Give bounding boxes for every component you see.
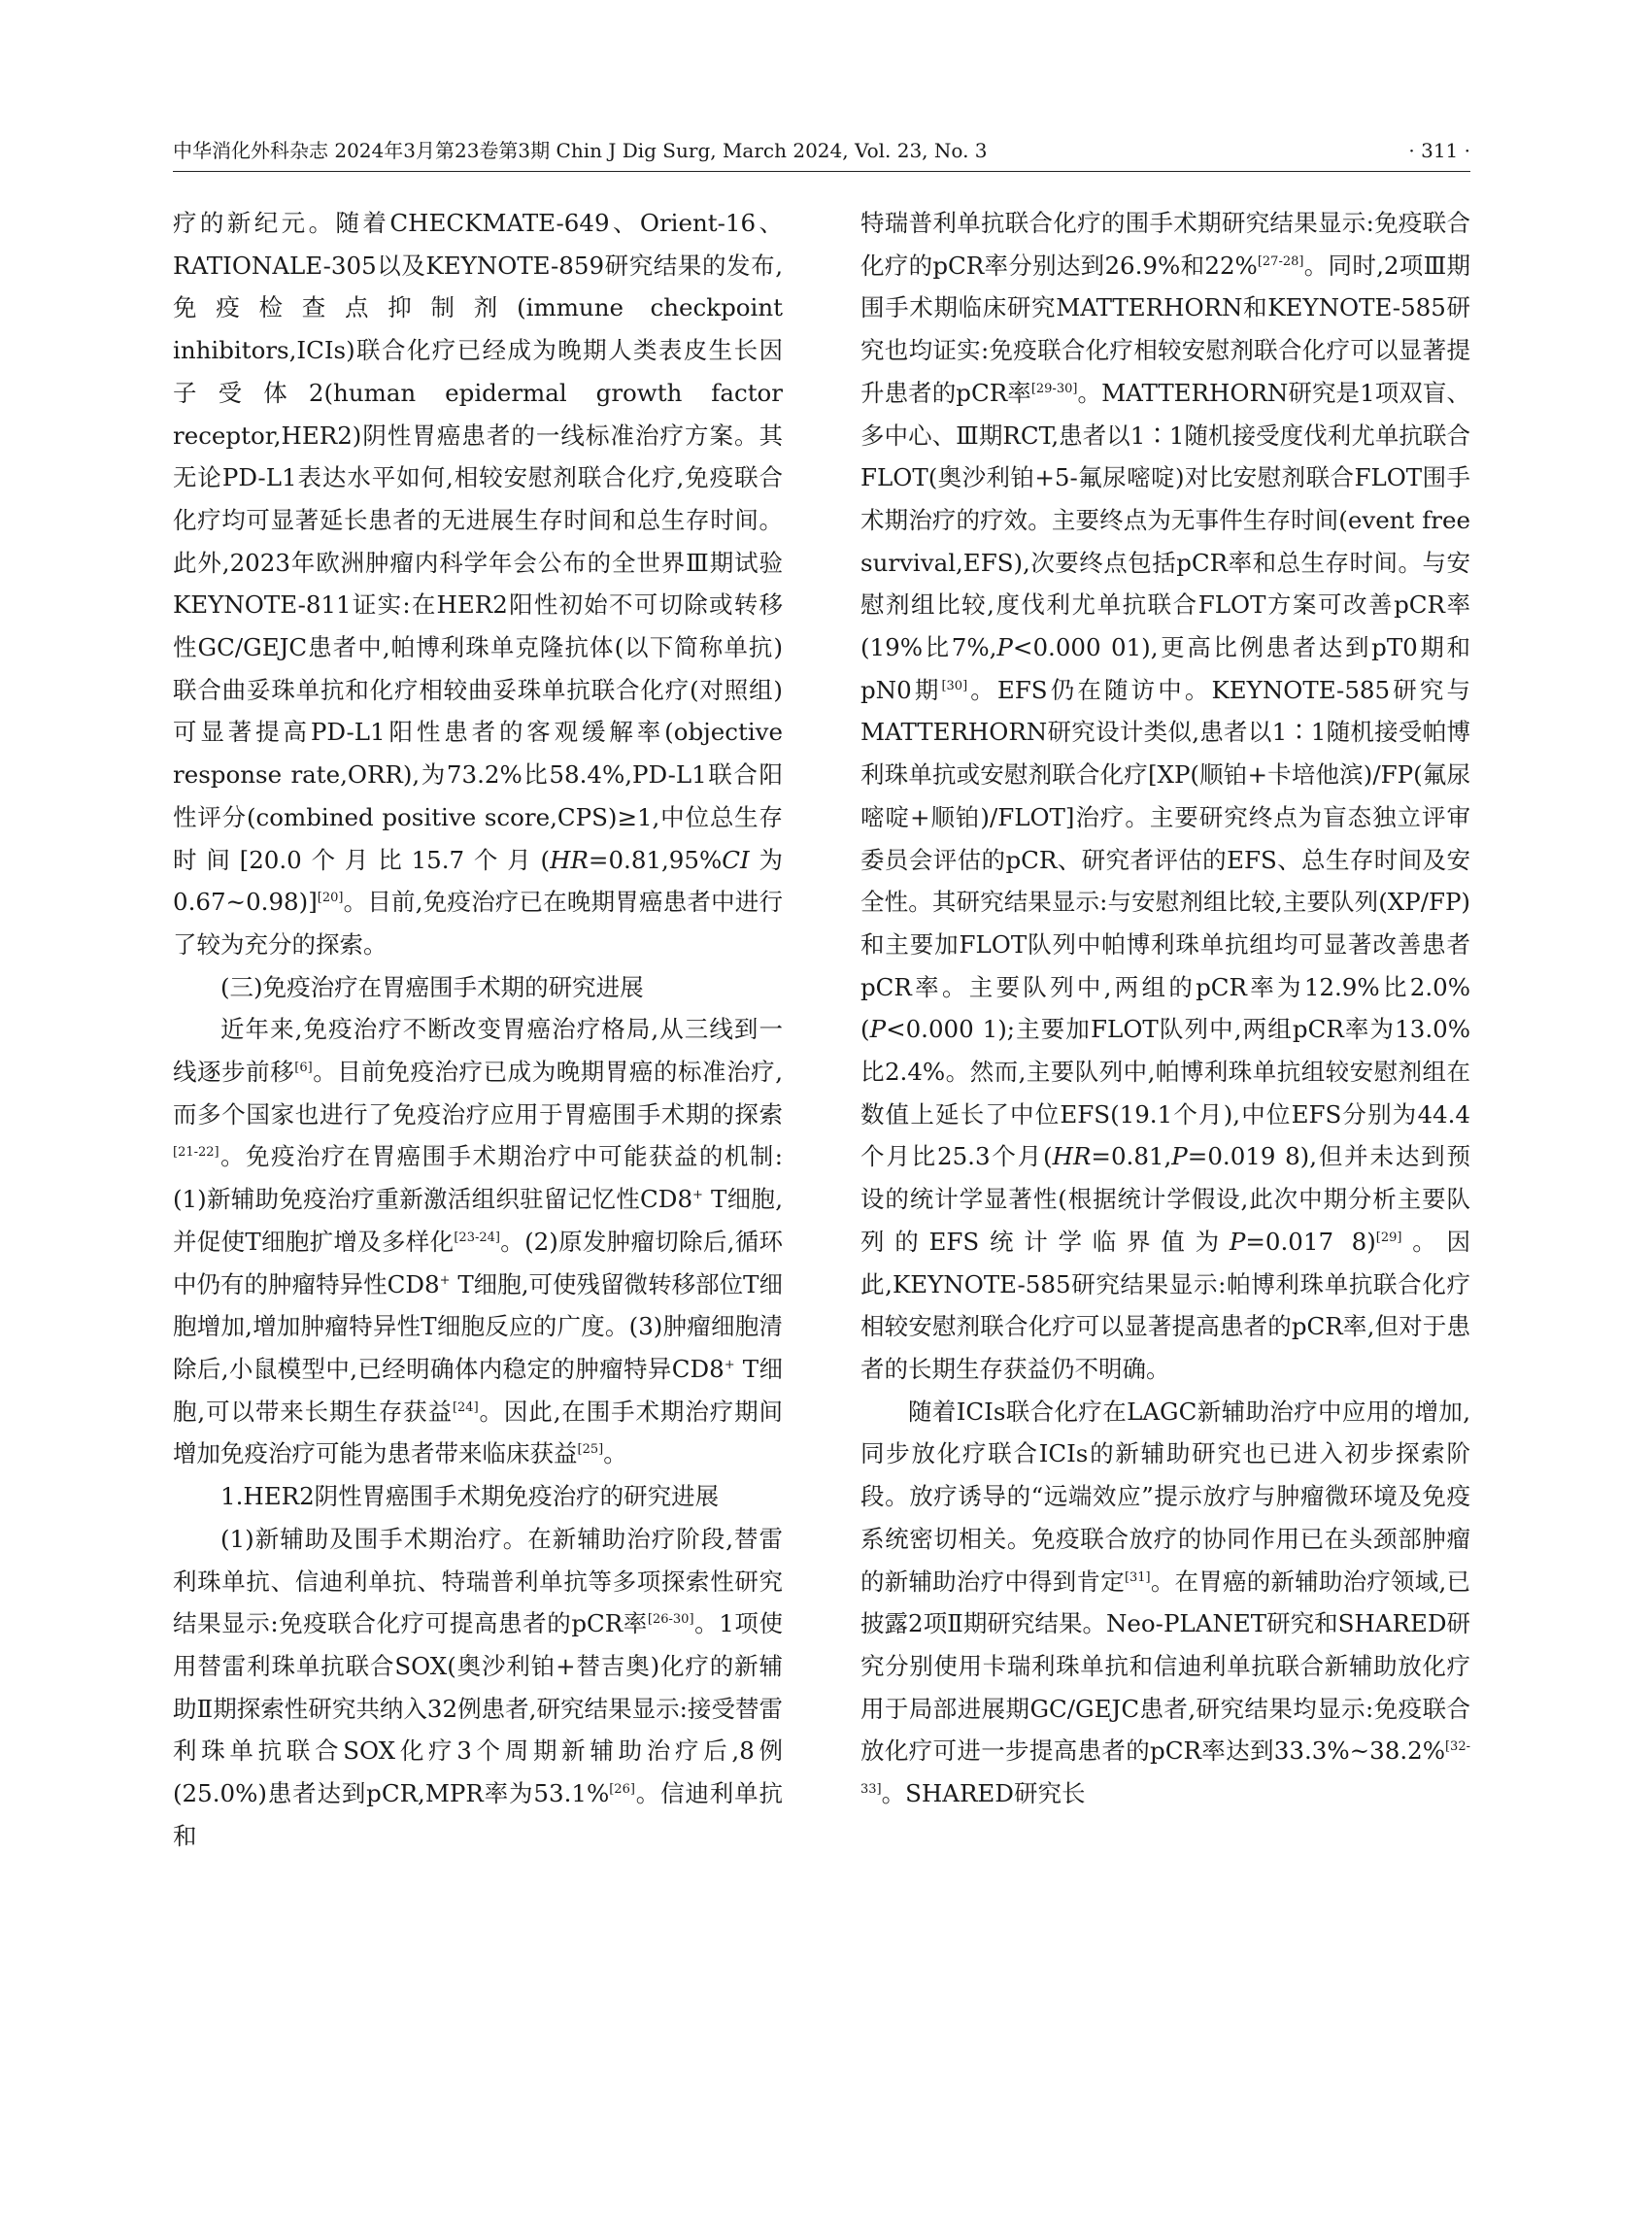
text-run: 随着ICIs联合化疗在LAGC新辅助治疗中应用的增加,同步放化疗联合ICIs的新辅助研究也已进入初步探索阶段。放疗诱导的“远端效应”提示放疗与肿瘤微环境及免疫系统密切相关。免疫联合放疗的协同作用已在头颈部肿瘤的新辅助治疗中得到肯定 bbox=[860, 1397, 1470, 1596]
citation-ref: [30] bbox=[941, 678, 968, 693]
running-header bbox=[173, 134, 1470, 167]
citation-ref: + bbox=[439, 1272, 451, 1288]
journal-citation: 中华消化外科杂志 2024年3月第23卷第3期 Chin J Dig Surg, March 2024, Vol. 23, No. 3 bbox=[173, 139, 988, 162]
text-run: 。1项使用替雷利珠单抗联合SOX(奥沙利铂+替吉奥)化疗的新辅助Ⅱ期探索性研究共纳入32例患者,研究结果显示:接受替雷利珠单抗联合SOX化疗3个周期新辅助治疗后,8例(25.0%)患者达到pCR,MPR率为53.1% bbox=[173, 1609, 783, 1808]
citation-ref: [6] bbox=[294, 1060, 313, 1075]
paragraph-p7 bbox=[860, 1391, 1470, 1815]
paragraph-p3 bbox=[173, 1008, 783, 1475]
citation-ref: [29] bbox=[1375, 1230, 1402, 1245]
text-run: 。 bbox=[603, 1439, 627, 1468]
text-run: <0.000 01),更高比例患者达到pT0期和pN0期 bbox=[860, 633, 1470, 704]
citation-ref: [32-33] bbox=[860, 1739, 1470, 1797]
text-run: 近年来,免疫治疗不断改变胃癌治疗格局,从三线到一线逐步前移 bbox=[173, 1015, 783, 1087]
text-run: 。SHARED研究长 bbox=[881, 1779, 1086, 1808]
citation-ref: [31] bbox=[1124, 1569, 1151, 1585]
citation-ref: [29-30] bbox=[1030, 381, 1078, 396]
text-run: T细胞,并促使T细胞扩增及多样化 bbox=[173, 1185, 783, 1256]
citation-ref: [25] bbox=[577, 1442, 604, 1458]
text-run: 1.HER2阴性胃癌围手术期免疫治疗的研究进展 bbox=[220, 1482, 720, 1511]
text-run: 。因此,KEYNOTE-585研究结果显示:帕博利珠单抗联合化疗相较安慰剂联合化疗可以显著提高患者的pCR率,但对于患者的长期生存获益仍不明确。 bbox=[860, 1227, 1470, 1383]
citation-ref: [24] bbox=[452, 1399, 479, 1415]
paragraph-p6 bbox=[860, 202, 1470, 1391]
citation-ref: [26-30] bbox=[647, 1612, 694, 1628]
text-run: T细胞,可以带来长期生存获益 bbox=[173, 1354, 783, 1426]
text-run: 。(2)原发肿瘤切除后,循环中仍有的肿瘤特异性CD8 bbox=[173, 1227, 783, 1298]
text-run: 。EFS仍在随访中。KEYNOTE-585研究与MATTERHORN研究设计类似,患者以1∶1随机接受帕博利珠单抗或安慰剂联合化疗[XP(顺铂+卡培他滨)/FP(氟尿嘧啶+顺铂)/FLOT]治疗。主要研究终点为盲态独立评审委员会评估的pCR、研究者评估的EFS、总生存时间及安全性。其研究结果显示:与安慰剂组比较,主要队列(XP/FP)和主要加FLOT队列中帕博利珠单抗组均可显著改善患者pCR率。主要队列中,两组的pCR率为12.9%比2.0%( bbox=[860, 675, 1470, 1044]
citation-ref: [20] bbox=[317, 891, 344, 906]
text-run: 。MATTERHORN研究是1项双盲、多中心、Ⅲ期RCT,患者以1∶1随机接受度伐利尤单抗联合FLOT(奥沙利铂+5-氟尿嘧啶)对比安慰剂联合FLOT围手术期治疗的疗效。主要终点为无事件生存时间(event free survival,EFS),次要终点包括pCR率和总生存时间。与安慰剂组比较,度伐利尤单抗联合FLOT方案可改善pCR率(19%比7%, bbox=[860, 378, 1470, 662]
text-run: 。因此,在围手术期治疗期间增加免疫治疗可能为患者带来临床获益 bbox=[173, 1397, 783, 1468]
citation-ref: + bbox=[724, 1357, 735, 1372]
text-run: 特瑞普利单抗联合化疗的围手术期研究结果显示:免疫联合化疗的pCR率分别达到26.9%和22% bbox=[860, 209, 1470, 280]
text-run: 。在胃癌的新辅助治疗领域,已披露2项Ⅱ期研究结果。Neo-PLANET研究和SHARED研究分别使用卡瑞利珠单抗和信迪利单抗联合新辅助放化疗用于局部进展期GC/GEJC患者,研究结果均显示:免疫联合放化疗可进一步提高患者的pCR率达到33.3%~38.2% bbox=[860, 1567, 1471, 1766]
right-text-column bbox=[860, 202, 1470, 1815]
text-run: =0.017 8) bbox=[1245, 1227, 1376, 1256]
text-run: =0.81,95% bbox=[588, 845, 723, 874]
paragraph-p2 bbox=[173, 966, 783, 1009]
text-run: 。免疫治疗在胃癌围手术期治疗中可能获益的机制:(1)新辅助免疫治疗重新激活组织驻留记忆性CD8 bbox=[173, 1142, 783, 1214]
citation-ref: [23-24] bbox=[454, 1230, 500, 1245]
italic-symbol: P bbox=[1229, 1227, 1246, 1256]
text-run: =0.81, bbox=[1091, 1142, 1172, 1171]
text-run: <0.000 1);主要加FLOT队列中,两组pCR率为13.0%比2.4%。然而,主要队列中,帕博利珠单抗组较安慰剂组在数值上延长了中位EFS(19.1个月),中位EFS分别为44.4个月比25.3个月( bbox=[860, 1015, 1470, 1171]
paragraph-p4 bbox=[173, 1475, 783, 1518]
citation-ref: [27-28] bbox=[1257, 253, 1304, 269]
paragraph-p1 bbox=[173, 202, 783, 966]
italic-symbol: P bbox=[1171, 1142, 1188, 1171]
text-run: T细胞,可使残留微转移部位T细胞增加,增加肿瘤特异性T细胞反应的广度。(3)肿瘤细胞清除后,小鼠模型中,已经明确体内稳定的肿瘤特异CD8 bbox=[173, 1269, 783, 1383]
citation-ref: + bbox=[692, 1188, 703, 1203]
text-run: 为0.67~0.98)] bbox=[173, 845, 784, 917]
italic-symbol: HR bbox=[1052, 1142, 1092, 1171]
italic-symbol: P bbox=[996, 633, 1013, 662]
text-run: 。信迪利单抗和 bbox=[173, 1779, 783, 1850]
italic-symbol: CI bbox=[722, 845, 750, 874]
citation-ref: [21-22] bbox=[173, 1145, 219, 1161]
header-divider bbox=[173, 171, 1470, 172]
italic-symbol: HR bbox=[550, 845, 589, 874]
text-run: 。目前,免疫治疗已在晚期胃癌患者中进行了较为充分的探索。 bbox=[173, 888, 783, 959]
text-run: (1)新辅助及围手术期治疗。在新辅助治疗阶段,替雷利珠单抗、信迪利单抗、特瑞普利单抗等多项探索性研究结果显示:免疫联合化疗可提高患者的pCR率 bbox=[173, 1524, 783, 1638]
text-run: =0.019 8),但并未达到预设的统计学显著性(根据统计学假设,此次中期分析主要队列的EFS统计学临界值为 bbox=[860, 1142, 1471, 1256]
text-run: 疗的新纪元。随着CHECKMATE-649、Orient-16、RATIONALE-305以及KEYNOTE-859研究结果的发布,免疫检查点抑制剂(immune checkpoint inhibitors,ICIs)联合化疗已经成为晚期人类表皮生长因子受体2(human epidermal growth factor receptor,HER2)阴性胃癌患者的一线标准治疗方案。其无论PD-L1表达水平如何,相较安慰剂联合化疗,免疫联合化疗均可显著延长患者的无进展生存时间和总生存时间。此外,2023年欧洲肿瘤内科学年会公布的全世界Ⅲ期试验KEYNOTE-811证实:在HER2阳性初始不可切除或转移性GC/GEJC患者中,帕博利珠单克隆抗体(以下简称单抗)联合曲妥珠单抗和化疗相较曲妥珠单抗联合化疗(对照组)可显著提高PD-L1阳性患者的客观缓解率(objective response rate,ORR),为73.2%比58.4%,PD-L1联合阳性评分(combined positive score,CPS)≥1,中位总生存时间[20.0个月比15.7个月( bbox=[173, 209, 783, 874]
citation-ref: [26] bbox=[609, 1781, 635, 1797]
text-run: (三)免疫治疗在胃癌围手术期的研究进展 bbox=[220, 972, 644, 1001]
text-run: 。同时,2项Ⅲ期围手术期临床研究MATTERHORN和KEYNOTE-585研究也均证实:免疫联合化疗相较安慰剂联合化疗可以显著提升患者的pCR率 bbox=[860, 251, 1470, 407]
paragraph-p5 bbox=[173, 1518, 783, 1858]
italic-symbol: P bbox=[869, 1015, 887, 1044]
text-run: 。目前免疫治疗已成为晚期胃癌的标准治疗,而多个国家也进行了免疫治疗应用于胃癌围手术期的探索 bbox=[173, 1058, 783, 1129]
left-text-column bbox=[173, 202, 783, 1857]
page-number: · 311 · bbox=[1408, 139, 1470, 162]
